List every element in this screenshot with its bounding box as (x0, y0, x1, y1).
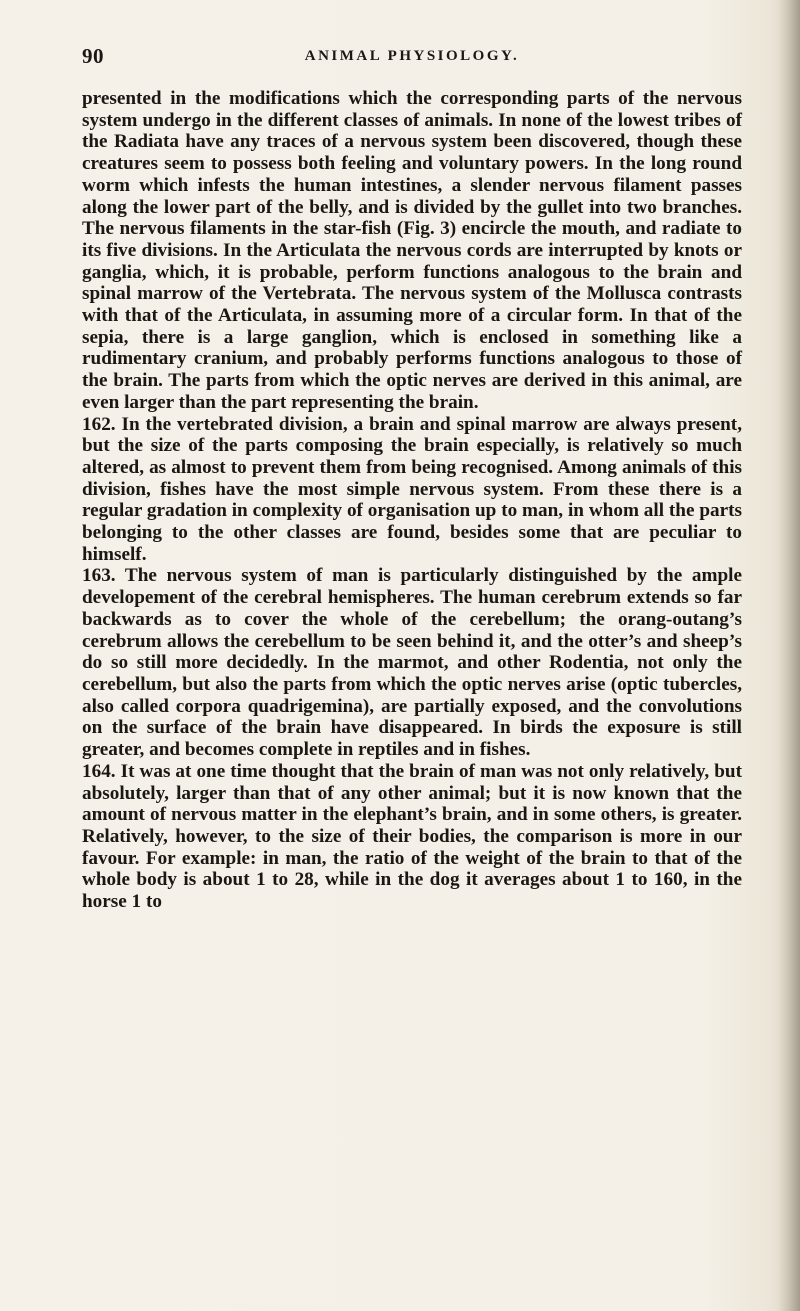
running-title: ANIMAL PHYSIOLOGY. (304, 48, 520, 64)
paragraph-162: 162. In the vertebrated division, a brain and spinal marrow are always present, but the size of the parts composing the brain especially, is relatively so much altered, as almost to prevent them from being recognised. Among animals of this division, fishes have the most simple nervous system. From these there is a regular gradation in complexity of organisation up to man, in whom all the parts belonging to the other classes are found, besides some that are peculiar to himself. (82, 413, 742, 565)
paragraph-continued: presented in the modifications which the corresponding parts of the nervous system undergo in the different classes of animals. In none of the lowest tribes of the Radiata have any traces of a nervous system been discovered, though these creatures seem to possess both feeling and voluntary powers. In the long round worm which infests the human intestines, a slender nervous filament passes along the lower part of the belly, and is divided by the gullet into two branches. The nervous filaments in the star-fish (Fig. 3) encircle the mouth, and radiate to its five divisions. In the Articulata the nervous cords are interrupted by knots or ganglia, which, it is probable, perform functions analogous to the brain and spinal marrow of the Vertebrata. The nervous system of the Mollusca contrasts with that of the Articulata, in assuming more of a circular form. In that of the sepia, there is a large ganglion, which is enclosed in something like a rudimentary cranium, and probably performs functions analogous to those of the brain. The parts from which the optic nerves are derived in this animal, are even larger than the part representing the brain. (82, 88, 742, 413)
page-binding-edge (778, 0, 800, 1311)
paragraph-164: 164. It was at one time thought that the brain of man was not only relatively, but absolutely, larger than that of any other animal; but it is now known that the amount of nervous matter in the elephant’s brain, and in some others, is greater. Relatively, however, to the size of their bodies, the comparison is more in our favour. For example: in man, the ratio of the weight of the brain to that of the whole body is about 1 to 28, while in the dog it averages about 1 to 160, in the horse 1 to (82, 760, 742, 913)
page-number: 90 (82, 44, 104, 68)
running-head (82, 44, 742, 78)
body-text (82, 88, 742, 913)
paragraph-163: 163. The nervous system of man is particularly distinguished by the ample developement of the cerebral hemispheres. The human cerebrum extends so far backwards as to cover the whole of the cerebellum; the orang-outang’s cerebrum allows the cerebellum to be seen behind it, and the otter’s and sheep’s do so still more decidedly. In the marmot, and other Rodentia, not only the cerebellum, but also the parts from which the optic nerves arise (optic tubercles, also called corpora quadrigemina), are partially exposed, and the convolutions on the surface of the brain have disappeared. In birds the exposure is still greater, and becomes complete in reptiles and in fishes. (82, 565, 742, 761)
